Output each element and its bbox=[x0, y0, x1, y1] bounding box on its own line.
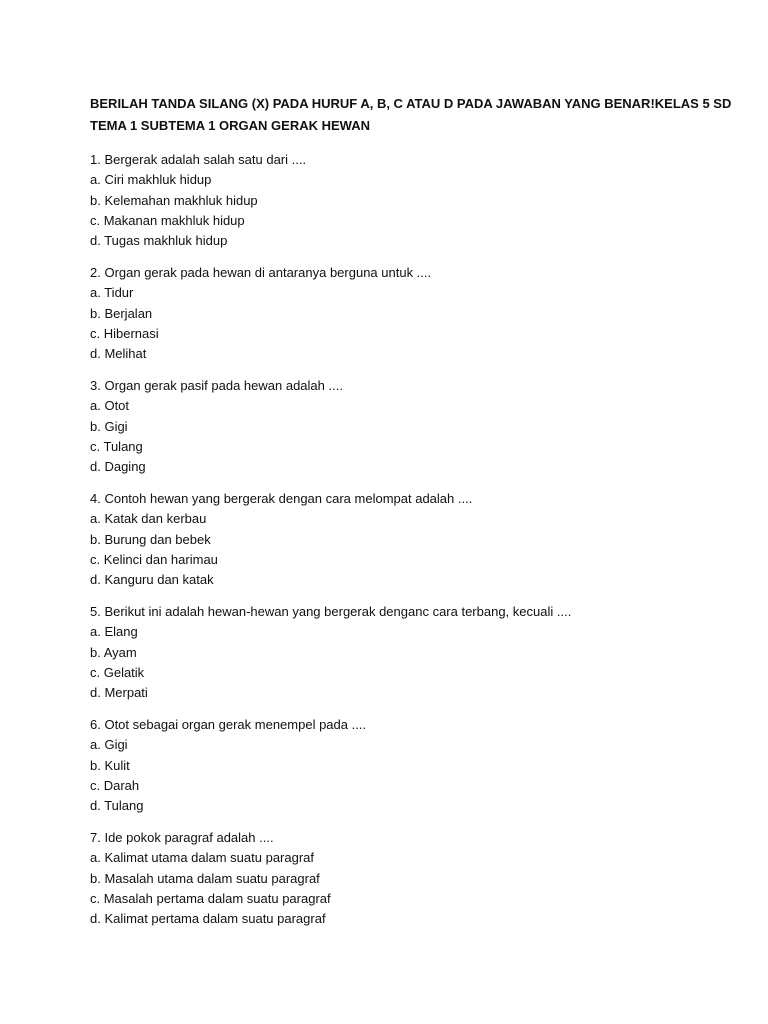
question-5 bbox=[90, 602, 730, 703]
answer-option-a: a. Ciri makhluk hidup bbox=[90, 172, 212, 188]
answer-option-a: a. Katak dan kerbau bbox=[90, 511, 207, 527]
answer-option-a: a. Otot bbox=[90, 398, 130, 414]
answer-option-d: d. Merpati bbox=[90, 685, 148, 701]
question-3 bbox=[90, 376, 730, 477]
answer-option-c: c. Darah bbox=[90, 777, 140, 793]
answer-option-d: d. Kanguru dan katak bbox=[90, 572, 214, 588]
answer-option-b: b. Masalah utama dalam suatu paragraf bbox=[90, 870, 320, 886]
question-text: 3. Organ gerak pasif pada hewan adalah .... bbox=[90, 377, 343, 393]
answer-option-d: d. Melihat bbox=[90, 346, 147, 362]
question-1 bbox=[90, 150, 730, 251]
question-list bbox=[90, 150, 730, 929]
answer-option-b: b. Gigi bbox=[90, 418, 128, 434]
answer-option-c: c. Masalah pertama dalam suatu paragraf bbox=[90, 890, 331, 906]
answer-option-c: c. Hibernasi bbox=[90, 325, 159, 341]
answer-option-c: c. Kelinci dan harimau bbox=[90, 551, 218, 567]
answer-option-c: c. Gelatik bbox=[90, 664, 145, 680]
question-text: 7. Ide pokok paragraf adalah .... bbox=[90, 829, 274, 845]
answer-option-b: b. Ayam bbox=[90, 644, 137, 660]
answer-option-d: d. Tulang bbox=[90, 798, 144, 814]
answer-option-d: d. Tugas makhluk hidup bbox=[90, 233, 228, 249]
answer-option-d: d. Daging bbox=[90, 459, 146, 475]
answer-option-a: a. Kalimat utama dalam suatu paragraf bbox=[90, 850, 315, 866]
question-2 bbox=[90, 263, 730, 364]
heading-line-1: BERILAH TANDA SILANG (X) PADA HURUF A, B, C ATAU D PADA JAWABAN YANG BENAR!KELAS 5 SD bbox=[90, 96, 732, 111]
question-text: 4. Contoh hewan yang bergerak dengan cara melompat adalah .... bbox=[90, 490, 473, 506]
document-page bbox=[90, 93, 730, 941]
answer-option-a: a. Elang bbox=[90, 624, 138, 640]
heading-line-2: TEMA 1 SUBTEMA 1 ORGAN GERAK HEWAN bbox=[90, 118, 370, 133]
answer-option-a: a. Gigi bbox=[90, 737, 128, 753]
question-text: 2. Organ gerak pada hewan di antaranya berguna untuk .... bbox=[90, 264, 432, 280]
worksheet-heading bbox=[90, 93, 730, 137]
answer-option-b: b. Kelemahan makhluk hidup bbox=[90, 192, 258, 208]
question-6 bbox=[90, 715, 730, 816]
question-text: 5. Berikut ini adalah hewan-hewan yang bergerak denganc cara terbang, kecuali .... bbox=[90, 603, 572, 619]
question-7 bbox=[90, 828, 730, 929]
answer-option-c: c. Tulang bbox=[90, 438, 143, 454]
question-text: 6. Otot sebagai organ gerak menempel pada .... bbox=[90, 716, 367, 732]
answer-option-b: b. Burung dan bebek bbox=[90, 531, 211, 547]
question-4 bbox=[90, 489, 730, 590]
answer-option-c: c. Makanan makhluk hidup bbox=[90, 212, 245, 228]
answer-option-b: b. Berjalan bbox=[90, 305, 153, 321]
question-text: 1. Bergerak adalah salah satu dari .... bbox=[90, 152, 307, 167]
answer-option-b: b. Kulit bbox=[90, 757, 130, 773]
answer-option-a: a. Tidur bbox=[90, 285, 134, 301]
answer-option-d: d. Kalimat pertama dalam suatu paragraf bbox=[90, 911, 326, 927]
